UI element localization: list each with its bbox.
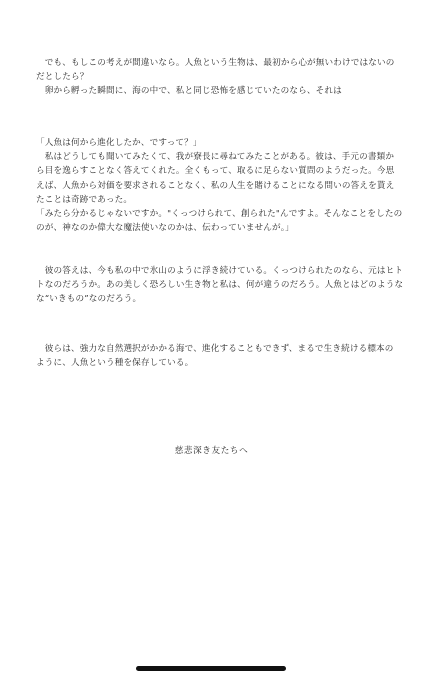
paragraph-4 — [36, 342, 394, 370]
text-line: ら目を逸らすことなく答えてくれた。全くもって、取るに足らない質問のようだった。今思 — [36, 166, 395, 177]
text-line: な“いきもの”なのだろう。 — [36, 294, 142, 305]
text-line: トなのだろうか。あの美しく恐ろしい生き物と私は、何が違うのだろう。人魚とはどのような — [36, 280, 404, 291]
paragraph-2 — [36, 136, 403, 235]
text-line: のが、神なのか偉大な魔法使いなのかは、伝わっていませんが。」 — [36, 223, 294, 234]
text-line: だとしたら？ — [36, 72, 89, 83]
text-line: えば、人魚から対価を要求されることなく、私の人生を賭けることになる問いの答えを貰え — [36, 180, 395, 191]
text-line: 卵から孵った瞬間に、海の中で、私と同じ恐怖を感じていたのなら、それは — [36, 86, 342, 97]
text-line: 彼らは、強力な自然選択がかかる海で、進化することもできず、まるで生き続ける標本の — [36, 344, 394, 354]
home-indicator-bar[interactable] — [136, 666, 286, 671]
text-line: 「人魚は何から進化したか、ですって？」 — [36, 138, 202, 148]
paragraph-1 — [36, 56, 395, 99]
text-line: 私はどうしても聞いてみたくて、我が寮長に尋ねてみたことがある。彼は、手元の書類か — [36, 152, 395, 163]
paragraph-3 — [36, 264, 404, 307]
text-line: でも、もしこの考えが間違いなら。人魚という生物は、最初から心が無いわけではないの — [36, 58, 395, 68]
text-line: 「みたら分かるじゃないですか。"くっつけられて、創られた"んですよ。そんなことをしたの — [36, 209, 403, 220]
dedication-text: 慈悲深き友たちへ — [174, 446, 249, 456]
text-line: 彼の答えは、今も私の中で氷山のように浮き続けている。くっつけられたのなら、元はヒト — [36, 266, 404, 276]
text-line: たことは奇跡であった。 — [36, 194, 133, 205]
text-line: ように、人魚という種を保存している。 — [36, 358, 194, 369]
